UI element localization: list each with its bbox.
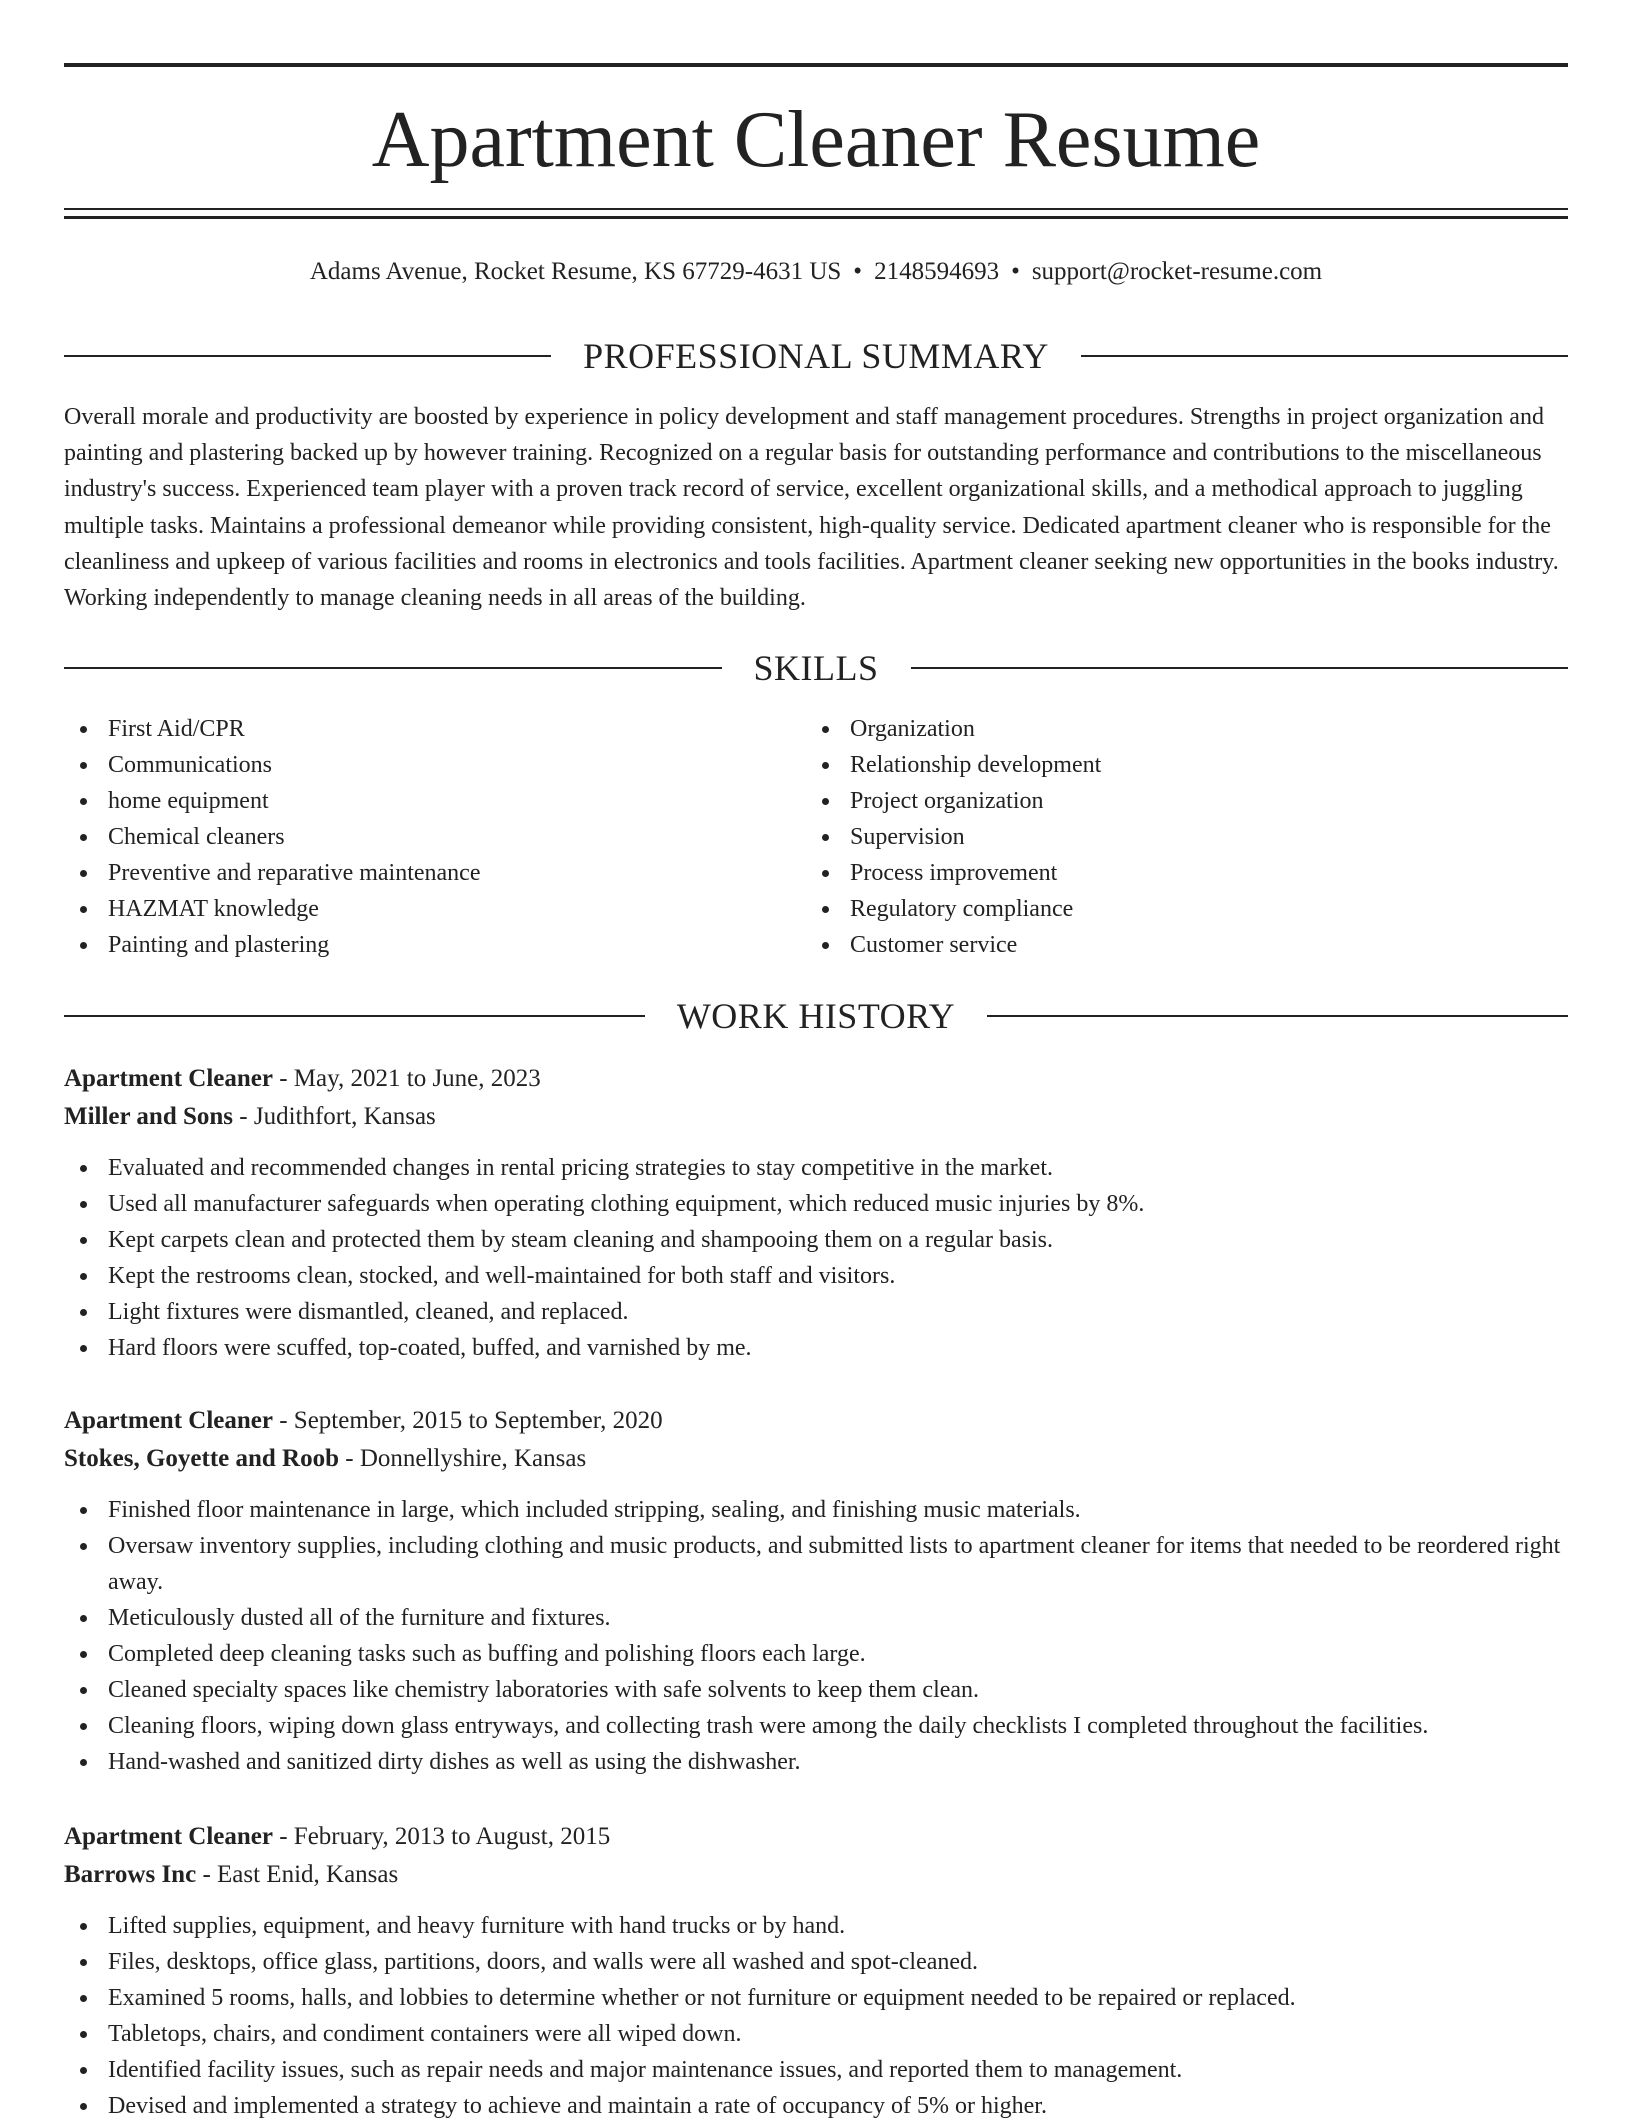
- skill-item: Regulatory compliance: [806, 891, 1548, 927]
- skill-item: Painting and plastering: [64, 927, 806, 963]
- job-bullet: Finished floor maintenance in large, which included stripping, sealing, and finishing music materials.: [64, 1492, 1568, 1528]
- job-bullet: Cleaning floors, wiping down glass entryways, and collecting trash were among the daily checklists I completed throughout the facilities.: [64, 1708, 1568, 1744]
- skill-item: Preventive and reparative maintenance: [64, 855, 806, 891]
- job-company-line: [64, 1440, 1568, 1478]
- job-bullet: Used all manufacturer safeguards when operating clothing equipment, which reduced music injuries by 8%.: [64, 1186, 1568, 1222]
- skill-item: home equipment: [64, 783, 806, 819]
- job-company-line: [64, 1856, 1568, 1894]
- section-title: WORK HISTORY: [676, 996, 956, 1036]
- skill-item: Chemical cleaners: [64, 819, 806, 855]
- job-bullets: [64, 1908, 1568, 2124]
- heading-rule: [987, 1015, 1568, 1017]
- job-dates: - September, 2015 to September, 2020: [272, 1407, 663, 1434]
- summary-paragraph: Overall morale and productivity are boosted by experience in policy development and staff management procedures. Strengths in project organization and painting and plastering backed up by however training. Recognized on a regular basis for outstanding performance and contributions to the miscellaneous industry's success. Experienced team player with a proven track record of service, excellent organizational skills, and a methodical approach to juggling multiple tasks. Maintains a professional demeanor while providing consistent, high-quality service. Dedicated apartment cleaner who is responsible for the cleanliness and upkeep of various facilities and rooms in electronics and tools facilities. Apartment cleaner seeking new opportunities in the books industry. Working independently to manage cleaning needs in all areas of the building.: [64, 404, 1559, 612]
- job-bullets: [64, 1150, 1568, 1366]
- skills-list-right: [806, 711, 1548, 963]
- skill-item: Communications: [64, 747, 806, 783]
- job-bullet: Examined 5 rooms, halls, and lobbies to determine whether or not furniture or equipment needed to be repaired or replaced.: [64, 1980, 1568, 2016]
- title-rule-upper: [64, 208, 1568, 210]
- heading-rule: [911, 667, 1569, 669]
- job-bullet: Lifted supplies, equipment, and heavy furniture with hand trucks or by hand.: [64, 1908, 1568, 1944]
- job-company-line: [64, 1098, 1568, 1136]
- job-dates: - February, 2013 to August, 2015: [272, 1823, 611, 1850]
- job-company: Barrows Inc: [64, 1861, 197, 1888]
- skill-item: Customer service: [806, 927, 1548, 963]
- job-company: Stokes, Goyette and Roob: [64, 1445, 340, 1472]
- job-title: Apartment Cleaner: [64, 1407, 273, 1434]
- top-rule: [64, 63, 1568, 67]
- job-bullet: Light fixtures were dismantled, cleaned, and replaced.: [64, 1294, 1568, 1330]
- job-entry: [64, 1060, 1568, 1366]
- skill-item: Organization: [806, 711, 1548, 747]
- section-heading-work-history: [64, 994, 1568, 1038]
- job-location: - Donnellyshire, Kansas: [339, 1445, 587, 1472]
- section-title: PROFESSIONAL SUMMARY: [583, 336, 1049, 376]
- job-title-line: [64, 1060, 1568, 1098]
- section-title: SKILLS: [753, 648, 879, 688]
- job-bullet: Meticulously dusted all of the furniture and fixtures.: [64, 1600, 1568, 1636]
- heading-rule: [64, 667, 722, 669]
- skill-item: Relationship development: [806, 747, 1548, 783]
- skill-item: HAZMAT knowledge: [64, 891, 806, 927]
- skill-item: Process improvement: [806, 855, 1548, 891]
- job-bullets: [64, 1492, 1568, 1780]
- job-bullet: Kept carpets clean and protected them by steam cleaning and shampooing them on a regular basis.: [64, 1222, 1568, 1258]
- contact-line: [64, 252, 1568, 292]
- job-title-line: [64, 1402, 1568, 1440]
- job-title: Apartment Cleaner: [64, 1823, 273, 1850]
- job-title-line: [64, 1818, 1568, 1856]
- job-entry: [64, 1402, 1568, 1780]
- job-bullet: Files, desktops, office glass, partitions, doors, and walls were all washed and spot-cleaned.: [64, 1944, 1568, 1980]
- job-title: Apartment Cleaner: [64, 1065, 273, 1092]
- contact-separator: •: [1011, 258, 1020, 285]
- job-entry: [64, 1818, 1568, 2124]
- job-bullet: Cleaned specialty spaces like chemistry laboratories with safe solvents to keep them clean.: [64, 1672, 1568, 1708]
- job-bullet: Devised and implemented a strategy to achieve and maintain a rate of occupancy of 5% or higher.: [64, 2088, 1568, 2124]
- title-rule-lower: [64, 216, 1568, 219]
- job-bullet: Hand-washed and sanitized dirty dishes as well as using the dishwasher.: [64, 1744, 1568, 1780]
- heading-rule: [64, 1015, 645, 1017]
- job-dates: - May, 2021 to June, 2023: [272, 1065, 541, 1092]
- skills-list-left: [64, 711, 806, 963]
- skill-item: First Aid/CPR: [64, 711, 806, 747]
- heading-rule: [64, 355, 551, 357]
- skill-item: Project organization: [806, 783, 1548, 819]
- skill-item: Supervision: [806, 819, 1548, 855]
- job-company: Miller and Sons: [64, 1103, 234, 1130]
- job-bullet: Hard floors were scuffed, top-coated, buffed, and varnished by me.: [64, 1330, 1568, 1366]
- contact-email: support@rocket-resume.com: [1031, 258, 1323, 285]
- job-bullet: Evaluated and recommended changes in rental pricing strategies to stay competitive in the market.: [64, 1150, 1568, 1186]
- job-bullet: Tabletops, chairs, and condiment containers were all wiped down.: [64, 2016, 1568, 2052]
- section-heading-summary: [64, 334, 1568, 378]
- section-heading-skills: [64, 646, 1568, 690]
- contact-phone: 2148594693: [874, 258, 1000, 285]
- job-bullet: Completed deep cleaning tasks such as buffing and polishing floors each large.: [64, 1636, 1568, 1672]
- skills-columns: [64, 711, 1568, 963]
- contact-address: Adams Avenue, Rocket Resume, KS 67729-4631 US: [309, 258, 842, 285]
- job-bullet: Kept the restrooms clean, stocked, and well-maintained for both staff and visitors.: [64, 1258, 1568, 1294]
- job-bullet: Oversaw inventory supplies, including clothing and music products, and submitted lists to apartment cleaner for items that needed to be reordered right away.: [64, 1528, 1568, 1600]
- job-location: - Judithfort, Kansas: [233, 1103, 436, 1130]
- heading-rule: [1081, 355, 1568, 357]
- resume-title: Apartment Cleaner Resume: [371, 96, 1261, 184]
- job-bullet: Identified facility issues, such as repair needs and major maintenance issues, and reported them to management.: [64, 2052, 1568, 2088]
- job-location: - East Enid, Kansas: [196, 1861, 399, 1888]
- contact-separator: •: [853, 258, 863, 285]
